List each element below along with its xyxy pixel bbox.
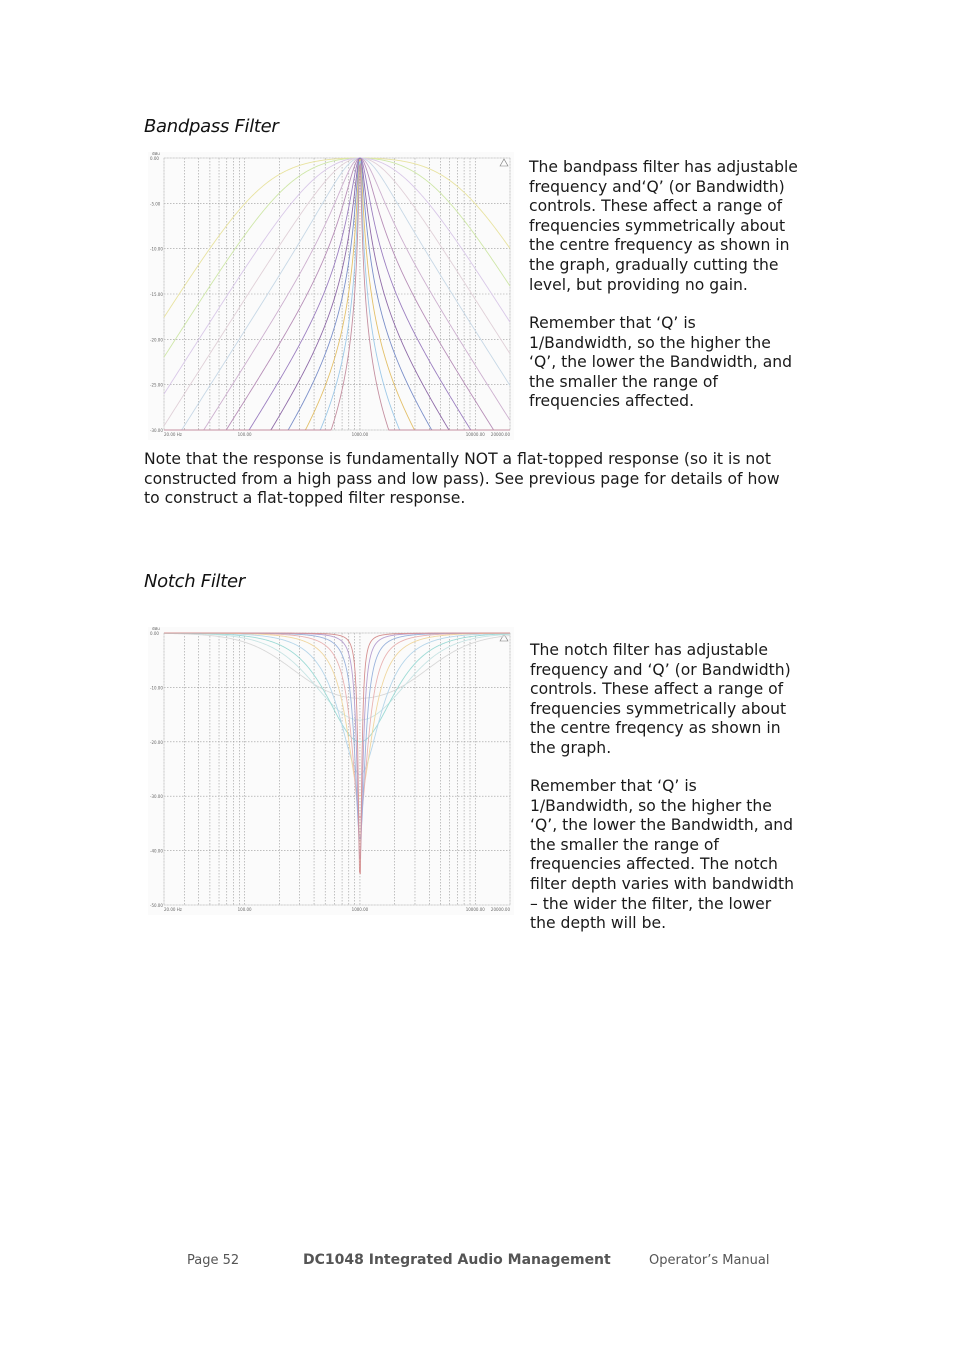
footer-page-number: Page 52 [187,1253,240,1268]
series-line-12 [164,164,510,430]
series-line-7 [164,633,510,859]
x-tick-label: 10000.00 [465,907,485,912]
x-tick-label: 1000.00 [351,432,369,437]
y-unit-label: dBu [152,152,160,156]
x-tick-label: 100.00 [237,432,252,437]
y-tick-label: -20.00 [150,337,163,343]
y-tick-label: -40.00 [150,848,163,854]
footer-manual-label: Operator’s Manual [649,1253,770,1268]
notch-graph [148,627,514,915]
series-line-6 [164,633,510,839]
bandpass-heading: Bandpass Filter [144,116,279,137]
y-tick-label: 0.00 [150,156,159,161]
bandpass-chart-svg [148,152,514,440]
bandpass-flat-top-note: Note that the response is fundamentally NOT a flat-topped response (so it is not constructed from a high pass and low pass). See previous page for details of how to construct a flat-topped filter response. [144,450,780,508]
plot-frame [164,633,510,905]
series-line-3 [164,633,510,774]
bandpass-q-note: Remember that ‘Q’ is 1/Bandwidth, so the higher the ‘Q’, the lower the Bandwidth, and the smaller the range of frequencies affected. [529,314,793,411]
x-tick-label: 1000.00 [351,907,369,912]
y-tick-label: -30.00 [150,428,163,433]
series-line-10 [164,159,510,430]
y-tick-label: -30.00 [150,794,163,800]
series-line-0 [164,158,510,317]
y-tick-label: -15.00 [150,292,163,297]
series-line-2 [164,158,510,394]
y-tick-label: 0.00 [150,631,159,636]
x-tick-label: 20000.00 [490,432,510,437]
series-line-11 [164,161,510,430]
footer-document-title: DC1048 Integrated Audio Management [303,1252,611,1268]
series-line-8 [164,633,510,874]
y-tick-label: -10.00 [150,246,163,252]
bandpass-graph [148,152,514,440]
series-line-1 [164,158,510,357]
notch-chart-svg [148,627,514,915]
x-tick-label: 20.00 Hz [164,432,182,437]
notch-heading: Notch Filter [144,571,245,592]
y-tick-label: -50.00 [150,903,163,908]
y-unit-label: dBu [152,627,160,631]
series-line-9 [164,159,510,430]
y-tick-label: -25.00 [150,382,163,388]
notch-description: The notch filter has adjustable frequency and ‘Q’ (or Bandwidth) controls. These affect a range of frequencies symmetrically about the centre freqency as shown in the graph. [530,641,791,757]
notch-q-note: Remember that ‘Q’ is 1/Bandwidth, so the higher the ‘Q’, the lower the Bandwidth, and the smaller the range of frequencies affected. The notch filter depth varies with bandwidth – the wider the filter, the lower the depth will be. [530,777,795,933]
bandpass-description: The bandpass filter has adjustable frequency and‘Q’ (or Bandwidth) controls. These affect a range of frequencies symmetrically about the centre frequency as shown in the graph, gradually cutting the level, but providing no gain. [529,158,798,294]
x-tick-label: 20.00 Hz [164,907,182,912]
x-tick-label: 10000.00 [465,432,485,437]
x-tick-label: 100.00 [237,907,252,912]
corner-marker-icon [500,159,508,166]
y-tick-label: -5.00 [150,201,161,207]
x-tick-label: 20000.00 [490,907,510,912]
y-tick-label: -10.00 [150,685,163,691]
series-line-5 [164,633,510,818]
y-tick-label: -20.00 [150,739,163,745]
